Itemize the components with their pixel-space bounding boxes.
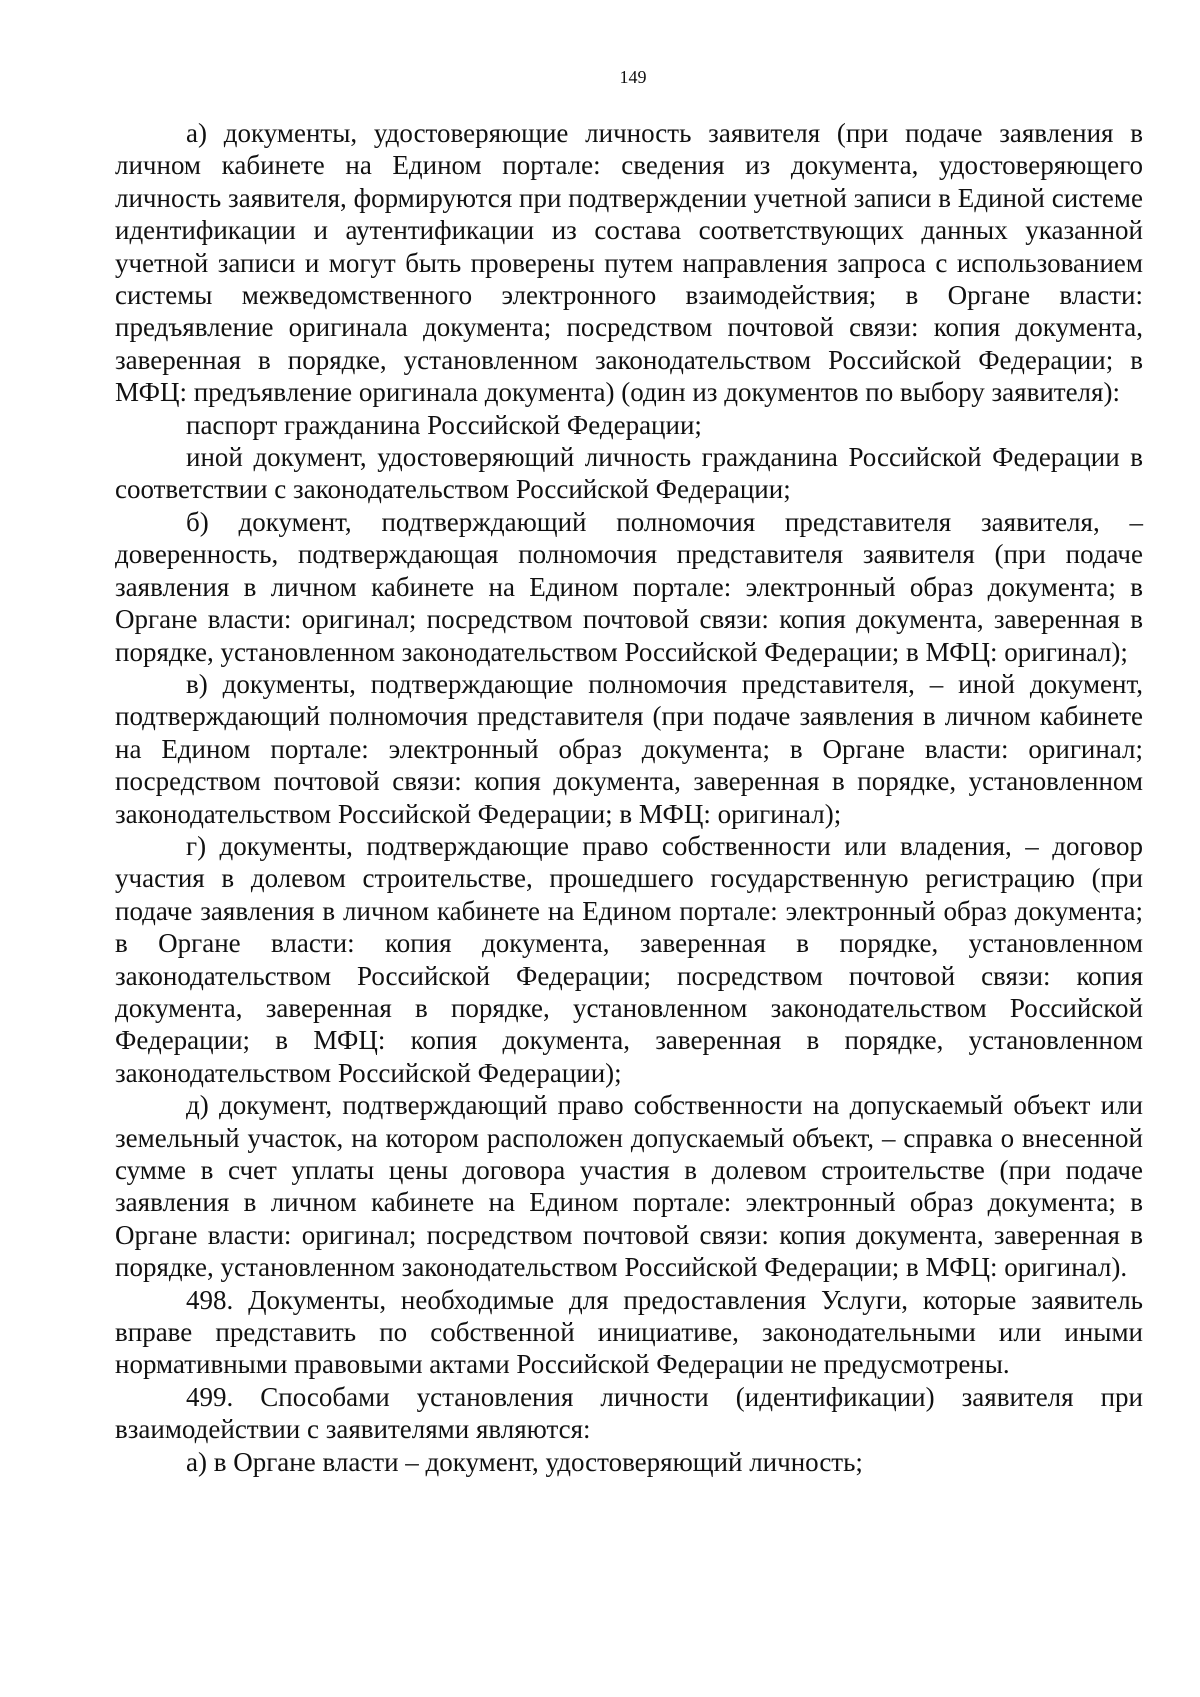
paragraph-498: 498. Документы, необходимые для предоставления Услуги, которые заявитель вправе представить по собственной инициативе, законодательными или иными нормативными правовыми актами Российской Федерации не предусмотрены. (115, 1284, 1143, 1380)
document-body (115, 117, 1143, 1478)
paragraph-other-identity-document: иной документ, удостоверяющий личность гражданина Российской Федерации в соответствии с законодательством Российской Федерации; (115, 442, 1143, 505)
paragraph-passport: паспорт гражданина Российской Федерации; (186, 409, 702, 440)
paragraph-499: 499. Способами установления личности (идентификации) заявителя при взаимодействии с заявителями являются: (115, 1381, 1143, 1445)
paragraph-a-identity-documents: а) документы, удостоверяющие личность заявителя (при подаче заявления в личном кабинете на Едином портале: сведения из документа, удостоверяющего личность заявителя, формируются при подтверждении учетной записи в Единой системе идентификации и аутентификации из состава соответствующих данных указанной учетной записи и могут быть проверены путем направления запроса с использованием системы межведомственного электронного взаимодействия; в Органе власти: предъявление оригинала документа; посредством почтовой связи: копия документа, заверенная в порядке, установленном законодательством Российской Федерации; в МФЦ: предъявление оригинала документа) (один из документов по выбору заявителя): (115, 118, 1143, 408)
paragraph-g-ownership-rights: г) документы, подтверждающие право собственности или владения, – договор участия в долевом строительстве, прошедшего государственную регистрацию (при подаче заявления в личном кабинете на Едином портале: электронный образ документа; в Органе власти: копия документа, заверенная в порядке, установленном законодательством Российской Федерации; посредством почтовой связи: копия документа, заверенная в порядке, установленном законодательством Российской Федерации; в МФЦ: копия документа, заверенная в порядке, установленном законодательством Российской Федерации); (115, 830, 1143, 1088)
paragraph-499-a: а) в Органе власти – документ, удостоверяющий личность; (186, 1446, 863, 1477)
paragraph-d-ownership-certificate: д) документ, подтверждающий право собственности на допускаемый объект или земельный участок, на котором расположен допускаемый объект, – справка о внесенной сумме в счет уплаты цены договора участия в долевом строительстве (при подаче заявления в личном кабинете на Едином портале: электронный образ документа; в Органе власти: оригинал; посредством почтовой связи: копия документа, заверенная в порядке, установленном законодательством Российской Федерации; в МФЦ: оригинал). (115, 1090, 1143, 1283)
page-number: 149 (619, 67, 647, 87)
paragraph-v-representative-authority: в) документы, подтверждающие полномочия представителя, – иной документ, подтверждающий полномочия представителя (при подаче заявления в личном кабинете на Едином портале: электронный образ документа; в Органе власти: оригинал; посредством почтовой связи: копия документа, заверенная в порядке, установленном законодательством Российской Федерации; в МФЦ: оригинал); (115, 668, 1143, 829)
paragraph-b-power-of-attorney: б) документ, подтверждающий полномочия представителя заявителя, – доверенность, подтверждающая полномочия представителя заявителя (при подаче заявления в личном кабинете на Едином портале: электронный образ документа; в Органе власти: оригинал; посредством почтовой связи: копия документа, заверенная в порядке, установленном законодательством Российской Федерации; в МФЦ: оригинал); (115, 506, 1143, 667)
